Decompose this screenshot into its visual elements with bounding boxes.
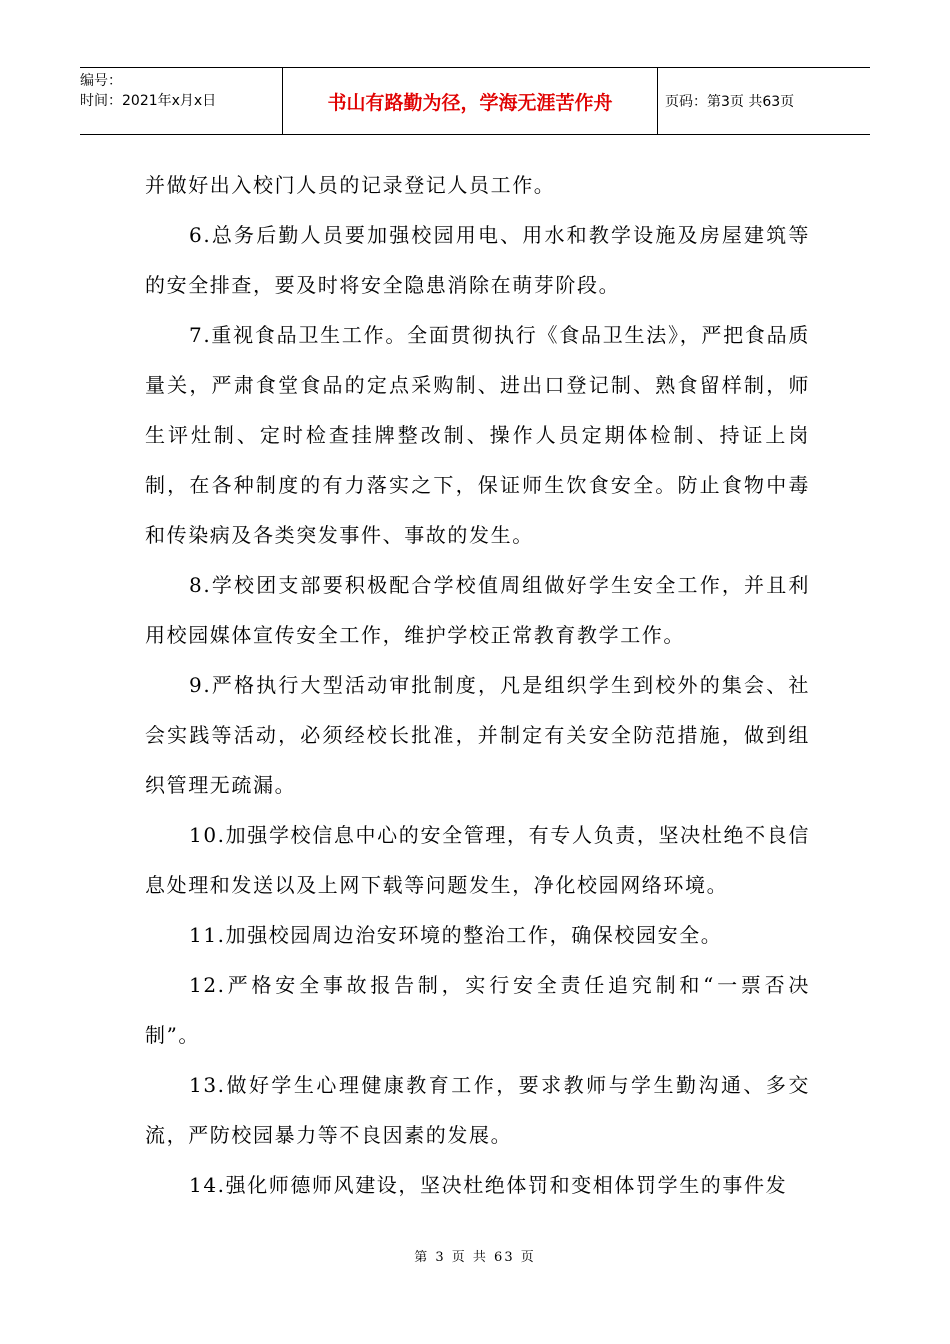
paragraph: 7.重视食品卫生工作。全面贯彻执行《食品卫生法》，严把食品质量关，严肃食堂食品的定点采购制、进出口登记制、熟食留样制，师生评灶制、定时检查挂牌整改制、操作人员定期体检制、持证上岗制，在各种制度的有力落实之下，保证师生饮食安全。防止食物中毒和传染病及各类突发事件、事故的发生。: [145, 323, 810, 547]
header-page-info: 页码：第3页 共63页: [665, 94, 795, 110]
document-date: 时间：2021年x月x日: [80, 93, 217, 109]
document-body: [145, 160, 810, 1210]
paragraph: 13.做好学生心理健康教育工作，要求教师与学生勤沟通、多交流，严防校园暴力等不良因素的发展。: [145, 1073, 810, 1147]
paragraph: 并做好出入校门人员的记录登记人员工作。: [145, 173, 556, 197]
paragraph: 11.加强校园周边治安环境的整治工作，确保校园安全。: [189, 923, 723, 947]
page-header: [80, 67, 870, 135]
paragraph: 8.学校团支部要积极配合学校值周组做好学生安全工作，并且利用校园媒体宣传安全工作，维护学校正常教育教学工作。: [145, 573, 810, 647]
paragraph: 10.加强学校信息中心的安全管理，有专人负责，坚决杜绝不良信息处理和发送以及上网下载等问题发生，净化校园网络环境。: [145, 823, 810, 897]
paragraph: 6.总务后勤人员要加强校园用电、用水和教学设施及房屋建筑等的安全排查，要及时将安全隐患消除在萌芽阶段。: [145, 223, 810, 297]
header-slogan: 书山有路勤为径，学海无涯苦作舟: [283, 68, 658, 134]
document-number: 编号：: [80, 73, 122, 89]
paragraph: 12.严格安全事故报告制，实行安全责任追究制和“一票否决制”。: [145, 973, 810, 1047]
header-meta: [80, 68, 283, 134]
paragraph: 14.强化师德师风建设，坚决杜绝体罚和变相体罚学生的事件发: [189, 1173, 788, 1197]
paragraph: 9.严格执行大型活动审批制度，凡是组织学生到校外的集会、社会实践等活动，必须经校长批准，并制定有关安全防范措施，做到组织管理无疏漏。: [145, 673, 810, 797]
page-footer: 第 3 页 共 63 页: [414, 1250, 536, 1265]
